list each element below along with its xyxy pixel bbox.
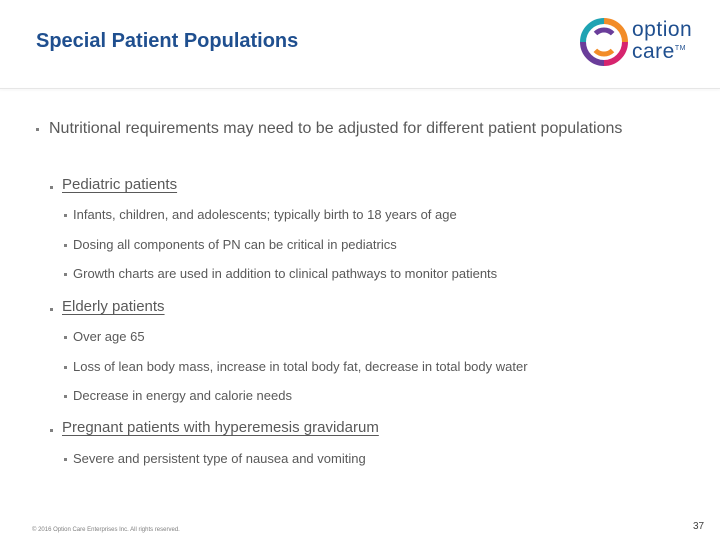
bullet-marker — [50, 308, 53, 311]
logo-line-2 — [632, 39, 694, 61]
bullet-marker — [64, 395, 67, 398]
bullet-marker — [64, 244, 67, 247]
bullet-marker — [50, 429, 53, 432]
bullet-marker — [64, 273, 67, 276]
bullet-marker — [64, 458, 67, 461]
list-item: Dosing all components of PN can be critical in pediatrics — [73, 237, 397, 252]
group-heading-pregnant: Pregnant patients with hyperemesis gravidarum — [62, 419, 379, 436]
main-bullet — [36, 117, 656, 141]
logo-line-2-text: care — [632, 40, 675, 63]
slide-title: Special Patient Populations — [36, 30, 299, 52]
bullet-marker — [50, 186, 53, 189]
logo-trademark: TM — [674, 45, 686, 52]
copyright-footer: © 2016 Option Care Enterprises Inc. All rights reserved. — [32, 527, 180, 533]
bullet-marker — [64, 336, 67, 339]
list-item: Decrease in energy and calorie needs — [73, 388, 292, 403]
bullet-marker — [64, 366, 67, 369]
header-divider — [0, 88, 720, 89]
option-care-logo-icon — [580, 18, 628, 66]
page-number: 37 — [693, 521, 705, 532]
logo-line-1: option — [632, 18, 693, 41]
list-item: Severe and persistent type of nausea and vomiting — [73, 451, 366, 466]
logo-wordmark — [632, 20, 694, 61]
list-item: Infants, children, and adolescents; typically birth to 18 years of age — [73, 207, 457, 222]
bullet-marker — [36, 128, 39, 131]
list-item: Loss of lean body mass, increase in total body fat, decrease in total body water — [73, 359, 528, 374]
list-item: Over age 65 — [73, 329, 145, 344]
company-logo — [580, 18, 693, 68]
list-item: Growth charts are used in addition to clinical pathways to monitor patients — [73, 266, 498, 281]
group-heading-pediatric: Pediatric patients — [62, 176, 178, 193]
main-bullet-text: Nutritional requirements may need to be adjusted for different patient populations — [49, 120, 623, 137]
group-heading-elderly: Elderly patients — [62, 298, 165, 315]
bullet-marker — [64, 214, 67, 217]
